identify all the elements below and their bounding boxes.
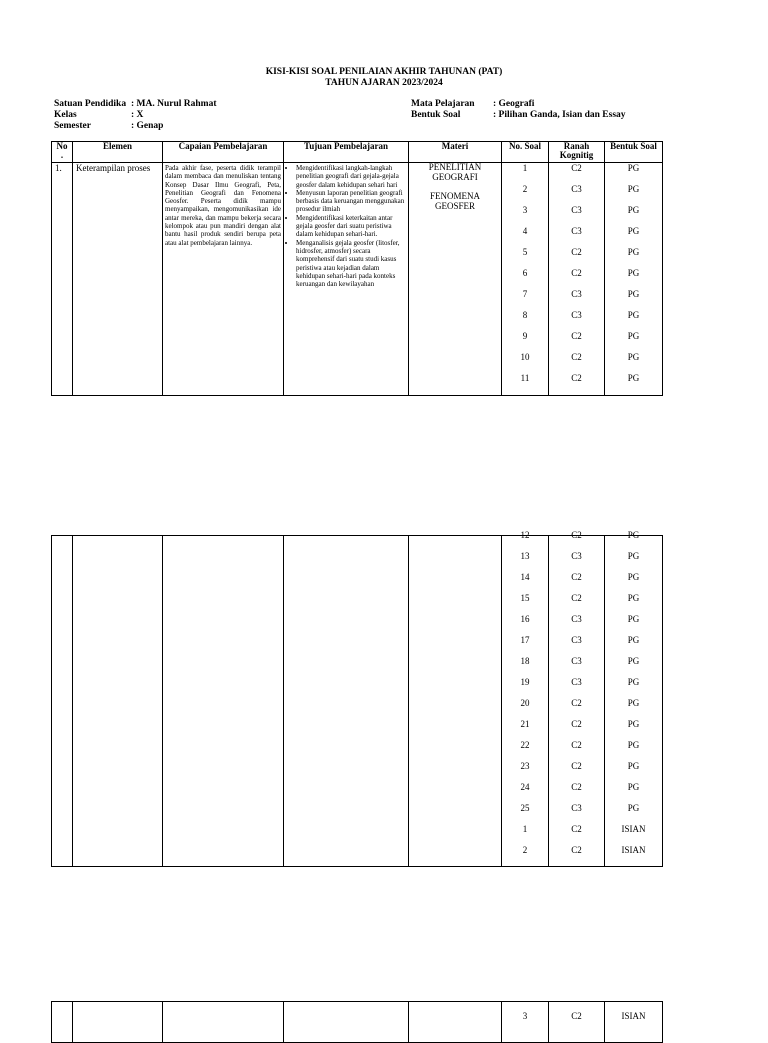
header-no: No .	[52, 142, 73, 163]
soal-number: 3	[522, 1011, 528, 1021]
soal-number: 11	[520, 373, 530, 383]
soal-bentuk: PG	[627, 635, 640, 645]
soal-ranah: C2	[571, 331, 582, 341]
soal-bentuk: PG	[627, 184, 640, 194]
kisi-table-page2	[51, 530, 663, 867]
row-tujuan	[284, 536, 409, 867]
row-tujuan	[284, 1002, 409, 1043]
soal-bentuk: PG	[627, 677, 640, 687]
soal-ranah: C3	[571, 310, 582, 320]
row-no	[52, 536, 73, 867]
header-elemen: Elemen	[73, 142, 163, 163]
tujuan-list	[286, 164, 406, 288]
soal-ranah: C2	[571, 740, 582, 750]
kisi-table-page3	[51, 1001, 663, 1043]
header-capaian: Capaian Pembelajaran	[163, 142, 284, 163]
row-elemen	[73, 1002, 163, 1043]
row-capaian	[163, 536, 284, 867]
soal-number: 15	[520, 593, 530, 603]
soal-ranah: C2	[571, 761, 582, 771]
soal-bentuk: PG	[627, 761, 640, 771]
soal-bentuk: PG	[627, 719, 640, 729]
soal-ranah: C2	[571, 782, 582, 792]
soal-bentuk: PG	[627, 593, 640, 603]
soal-bentuk: PG	[627, 530, 640, 540]
mapel-value: : Geografi	[493, 99, 535, 109]
soal-ranah: C3	[571, 205, 582, 215]
materi-item: PENELITIAN GEOGRAFI	[428, 162, 482, 182]
row-capaian: Pada akhir fase, peserta didik terampil dalam membaca dan menuliskan tentang Konsep Dasar Ilmu Geografi, Peta, Penelitian Geografi dan Fenomena Geosfer. Peserta didik mampu menyampaikan, mengomunikasikan ide antar mereka, dan mampu bekerja secara kelompok atau pun mandiri dengan alat bantu hasil produk sendiri berupa peta atau alat pembelajaran lainnya.	[163, 163, 284, 396]
semester-value: : Genap	[131, 121, 164, 131]
tujuan-item: • Mengidentifikasi keterkaitan antar gejala geosfer dari suatu peristiwa dalam kehidupan sehari-hari.	[296, 214, 406, 239]
soal-bentuk: PG	[627, 803, 640, 813]
soal-ranah: C2	[571, 719, 582, 729]
soal-ranah: C2	[571, 530, 582, 540]
soal-ranah: C3	[571, 803, 582, 813]
soal-number: 21	[520, 719, 530, 729]
soal-bentuk: PG	[627, 572, 640, 582]
soal-bentuk: PG	[627, 740, 640, 750]
soal-bentuk: PG	[627, 310, 640, 320]
row-no	[52, 1002, 73, 1043]
tujuan-item: • Menyusun laporan penelitian geografi berbasis data keruangan menggunakan prosedur ilmiah	[296, 189, 406, 214]
soal-number: 16	[520, 614, 530, 624]
header-tujuan: Tujuan Pembelajaran	[284, 142, 409, 163]
soal-ranah: C3	[571, 184, 582, 194]
row-tujuan	[284, 163, 409, 396]
soal-ranah: C2	[571, 824, 582, 834]
soal-bentuk: PG	[627, 226, 640, 236]
soal-ranah: C3	[571, 635, 582, 645]
soal-number: 17	[520, 635, 530, 645]
soal-number: 10	[520, 352, 530, 362]
soal-bentuk: ISIAN	[621, 845, 646, 855]
soal-number: 8	[522, 310, 528, 320]
kelas-label: Kelas	[54, 110, 77, 120]
row-elemen	[73, 536, 163, 867]
soal-number: 14	[520, 572, 530, 582]
soal-bentuk: PG	[627, 205, 640, 215]
soal-bentuk: ISIAN	[621, 1011, 646, 1021]
soal-number: 7	[522, 289, 528, 299]
header-materi: Materi	[409, 142, 502, 163]
satuan-value: : MA. Nurul Rahmat	[131, 99, 217, 109]
table-row	[52, 536, 663, 867]
tujuan-item: • Mengidentifikasi langkah-langkah penelitian geografi dari gejala-gejala geosfer dalam kehidupan sehari hari	[296, 164, 406, 189]
satuan-label: Satuan Pendidika	[54, 99, 127, 109]
soal-ranah: C3	[571, 614, 582, 624]
soal-ranah-col	[549, 1002, 605, 1043]
soal-ranah: C2	[571, 373, 582, 383]
table-row	[52, 163, 663, 396]
row-no: 1.	[52, 163, 73, 396]
row-materi	[409, 1002, 502, 1043]
soal-ranah: C2	[571, 163, 582, 173]
document-subtitle: TAHUN AJARAN 2023/2024	[325, 78, 443, 88]
soal-ranah: C2	[571, 1011, 582, 1021]
table-row	[52, 1002, 663, 1043]
soal-no-col	[502, 530, 549, 867]
bentuk-label: Bentuk Soal	[411, 110, 461, 120]
soal-ranah-col	[549, 163, 605, 396]
bentuk-value: : Pilihan Ganda, Isian dan Essay	[493, 110, 626, 120]
soal-number: 20	[520, 698, 530, 708]
materi-item: FENOMENA GEOSFER	[429, 191, 480, 211]
soal-ranah: C2	[571, 593, 582, 603]
soal-ranah: C3	[571, 551, 582, 561]
soal-ranah-col	[549, 530, 605, 867]
row-materi	[409, 163, 502, 396]
soal-ranah: C2	[571, 572, 582, 582]
soal-ranah: C2	[571, 247, 582, 257]
soal-bentuk: PG	[627, 352, 640, 362]
soal-number: 9	[522, 331, 528, 341]
soal-number: 2	[522, 845, 528, 855]
soal-no-col	[502, 1002, 549, 1043]
kisi-table-page1	[51, 141, 663, 396]
header-ranah: Ranah Kognitig	[549, 142, 605, 163]
table-header-row	[52, 142, 663, 163]
soal-ranah: C2	[571, 352, 582, 362]
soal-number: 1	[522, 824, 528, 834]
soal-ranah: C3	[571, 289, 582, 299]
soal-number: 19	[520, 677, 530, 687]
header-no-soal: No. Soal	[502, 142, 549, 163]
soal-bentuk-col	[605, 163, 663, 396]
header-bentuk: Bentuk Soal	[605, 142, 663, 163]
soal-number: 12	[520, 530, 530, 540]
soal-number: 1	[522, 163, 528, 173]
soal-number: 4	[522, 226, 528, 236]
soal-number: 6	[522, 268, 528, 278]
soal-bentuk: PG	[627, 268, 640, 278]
soal-bentuk-col	[605, 530, 663, 867]
soal-bentuk: ISIAN	[621, 824, 646, 834]
row-materi	[409, 536, 502, 867]
soal-bentuk: PG	[627, 614, 640, 624]
soal-number: 23	[520, 761, 530, 771]
soal-number: 22	[520, 740, 530, 750]
soal-ranah: C3	[571, 677, 582, 687]
mapel-label: Mata Pelajaran	[411, 99, 475, 109]
tujuan-item: • Menganalisis gejala geosfer (litosfer, hidrosfer, atmosfer) secara komprehensif dari suatu studi kasus peristiwa atau kejadian dalam kehidupan sehari-hari pada konteks keruangan dan kewilayahan	[296, 239, 406, 289]
soal-ranah: C2	[571, 268, 582, 278]
soal-bentuk: PG	[627, 163, 640, 173]
kelas-value: : X	[131, 110, 144, 120]
soal-bentuk: PG	[627, 289, 640, 299]
soal-number: 24	[520, 782, 530, 792]
soal-bentuk: PG	[627, 373, 640, 383]
soal-bentuk: PG	[627, 698, 640, 708]
soal-number: 3	[522, 205, 528, 215]
soal-bentuk: PG	[627, 247, 640, 257]
soal-number: 25	[520, 803, 530, 813]
soal-number: 18	[520, 656, 530, 666]
soal-ranah: C2	[571, 845, 582, 855]
soal-bentuk: PG	[627, 656, 640, 666]
soal-ranah: C3	[571, 656, 582, 666]
soal-no-col	[502, 163, 549, 396]
soal-ranah: C3	[571, 226, 582, 236]
row-capaian	[163, 1002, 284, 1043]
soal-bentuk-col	[605, 1002, 663, 1043]
soal-bentuk: PG	[627, 782, 640, 792]
document-title: KISI-KISI SOAL PENILAIAN AKHIR TAHUNAN (PAT)	[265, 67, 503, 77]
row-elemen: Keterampilan proses	[73, 163, 163, 396]
soal-bentuk: PG	[627, 551, 640, 561]
soal-number: 13	[520, 551, 530, 561]
soal-ranah: C2	[571, 698, 582, 708]
soal-bentuk: PG	[627, 331, 640, 341]
soal-number: 5	[522, 247, 528, 257]
semester-label: Semester	[54, 121, 91, 131]
soal-number: 2	[522, 184, 528, 194]
